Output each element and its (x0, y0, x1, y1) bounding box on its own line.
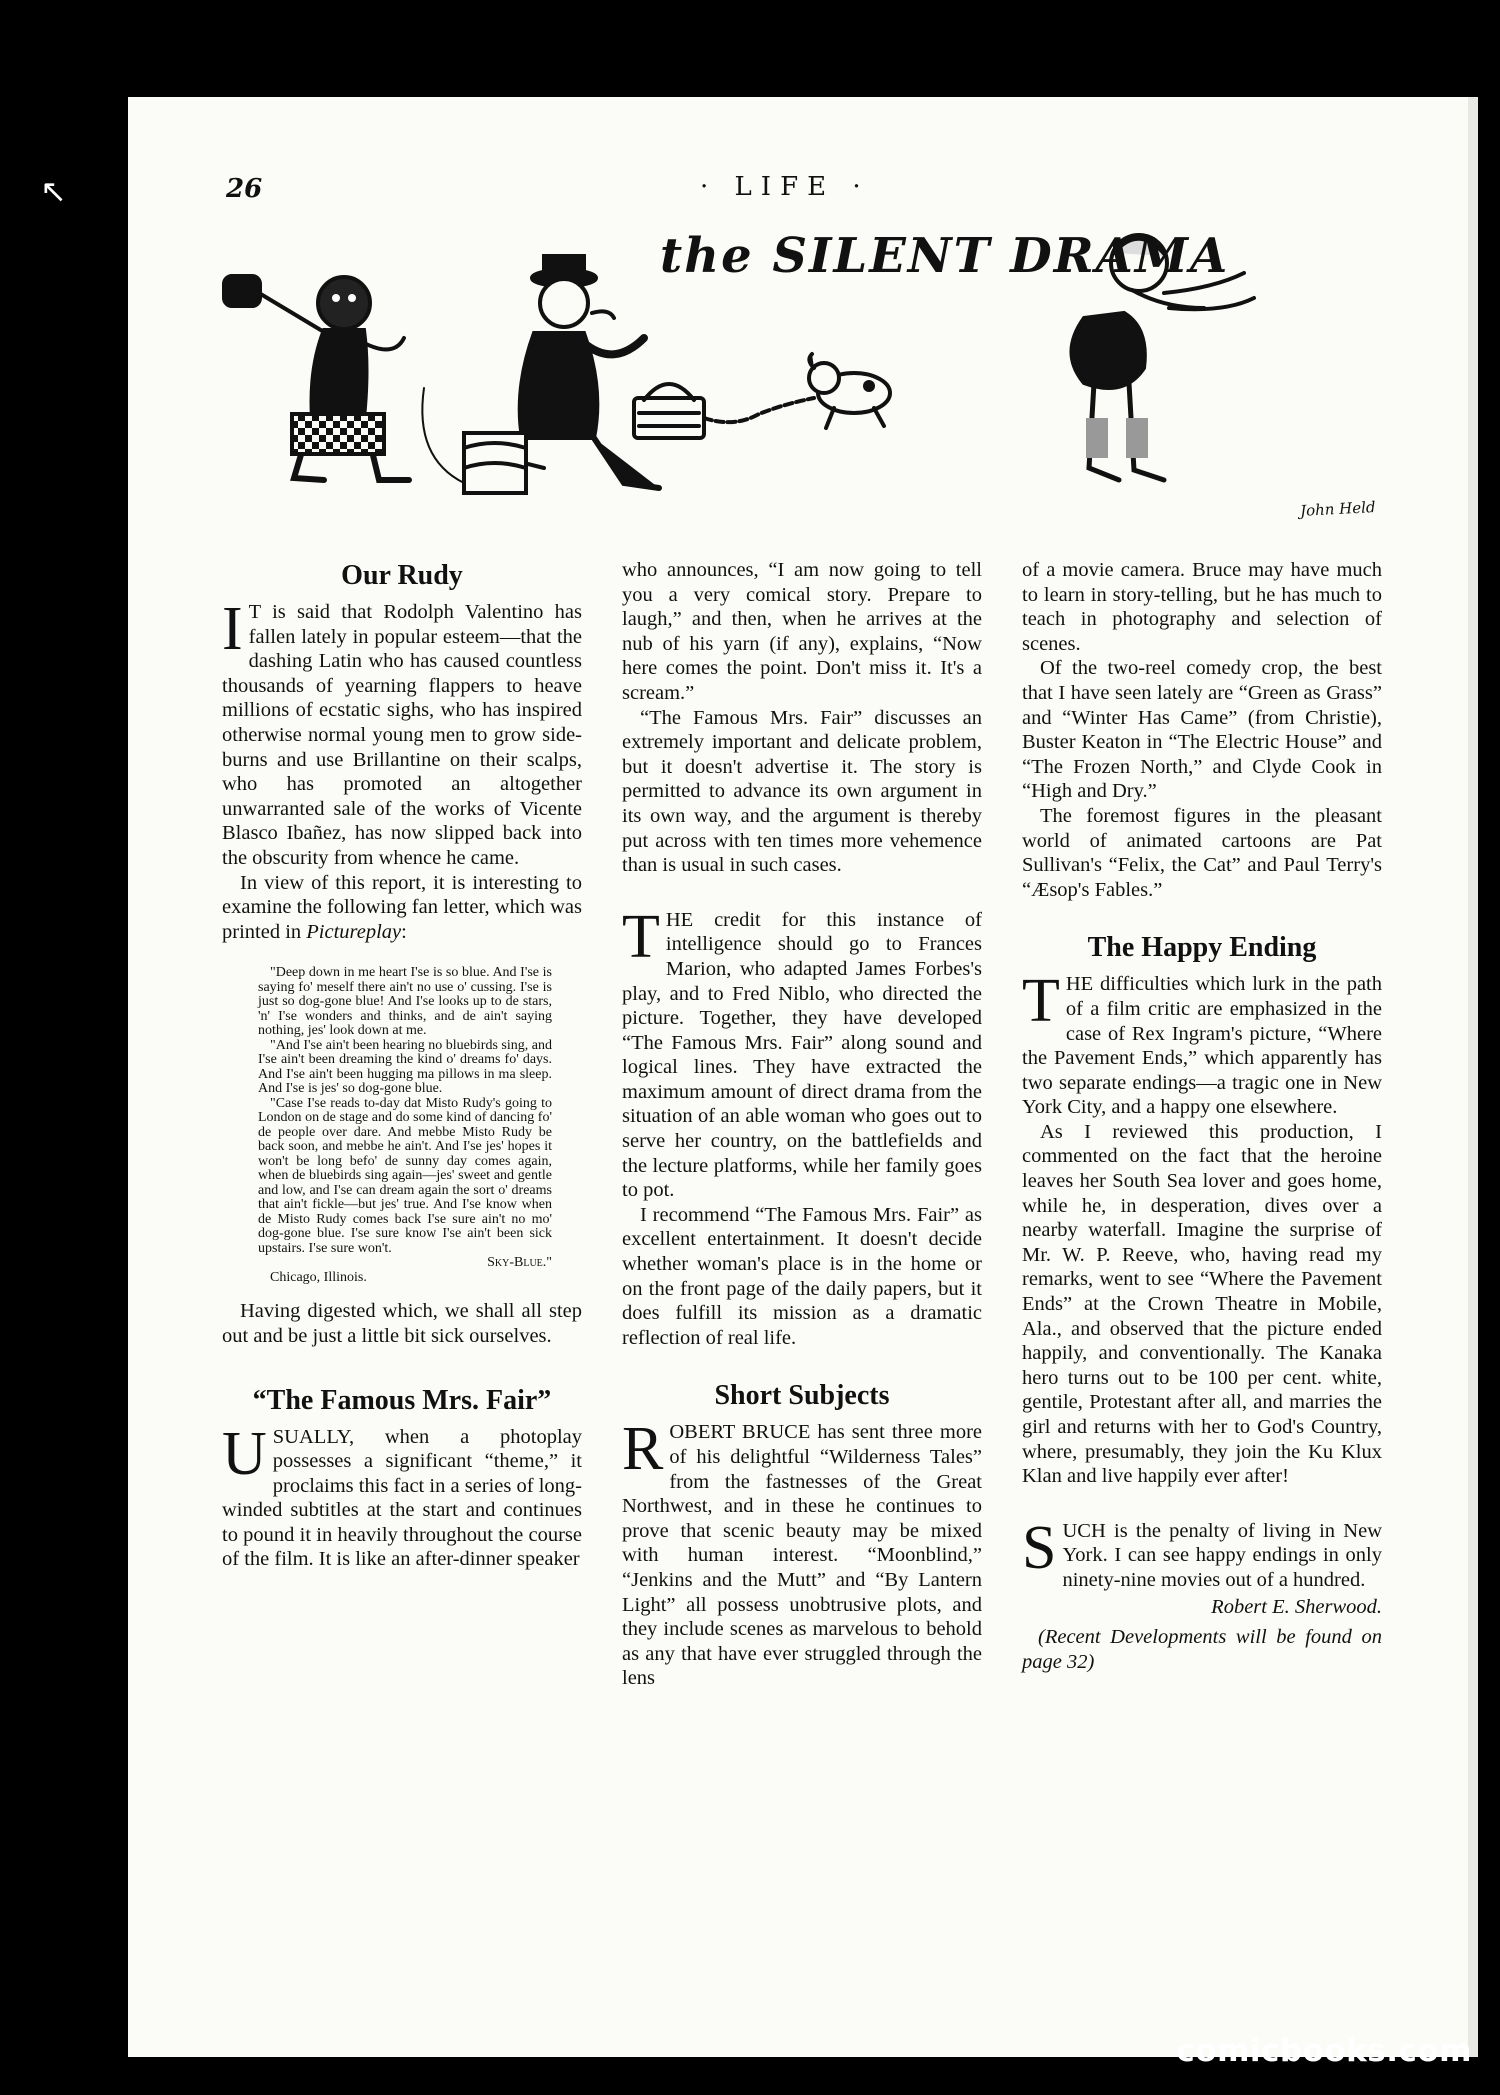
paragraph: USUALLY, when a photoplay possesses a significant “theme,” it proclaims this fact in a series of long-winded subtitles at the start and continues to pound it in heavily throughout the course of the film. It is like an after-dinner speaker (222, 1419, 582, 1571)
section-title: the SILENT DRAMA (660, 228, 1230, 284)
letter-paragraph: "And I'se ain't been hearing no bluebirds sing, and I'se ain't been dreaming the kind o' dreams fo' days. And I'se ain't been hugging ma pillows in ma sleep. And I'se is jes' so dog-gone blue. (258, 1037, 552, 1097)
facing-page-edge (1468, 97, 1478, 2057)
paragraph: As I reviewed this production, I commented on the fact that the heroine leaves her South Sea lover and goes home, while he, in desperation, dives over a nearby waterfall. Imagine the surprise of Mr. W. P. Reeve, who, having read my remarks, went to see “Where the Pavement Ends” at the Crown Theatre in Mobile, Ala., and observed that the picture ended happily, and conventionally. The Kanaka hero turns out to be 100 per cent. white, gentile, Protestant after all, and marries the girl and returns with her to God's Country, where, presumably, they join the Ku Klux Klan and live happily ever after! (1022, 1120, 1382, 1488)
column-3 (1022, 558, 1382, 1674)
drop-cap: T (1022, 967, 1060, 1036)
paragraph: ROBERT BRUCE has sent three more of his delightful “Wilderness Tales” from the fastnesses of the Great Northwest, and in these he continues to prove that scenic beauty may be mixed with human interest. “Moonblind,” “Jenkins and the Mutt” and “By Lantern Light” all possess unobtrusive plots, and they include scenes as marvelous to behold as any that have ever struggled through the lens (622, 1415, 982, 1690)
column-2 (622, 558, 982, 1691)
paragraph: SUCH is the penalty of living in New York. I can see happy endings in only ninety-nine movies out of a hundred. (1022, 1513, 1382, 1591)
paragraph: who announces, “I am now going to tell you a very comical story. Prepare to laugh,” and then, when he arrives at the nub of his yarn (if any), explains, “Now here comes the point. Don't miss it. It's a scream.” (622, 559, 982, 704)
paragraph: Of the two-reel comedy crop, the best that I have seen lately are “Green as Grass” and “Winter Has Came” (from Christie), Buster Keaton in “The Electric House” and “The Frozen North,” and Clyde Cook in “High and Dry.” (1022, 657, 1382, 803)
letter-paragraph: "Deep down in me heart I'se is so blue. And I'se is saying fo' meself there ain't no use o' cussing. I'se is just so dog-gone blue! And I'se looks up to de stars, 'n' I'se wonders and thinks, and de ain't saying nothing, jes' look down at me. (258, 965, 552, 1039)
magazine-title: · LIFE · (700, 172, 870, 202)
drop-cap: T (622, 902, 660, 971)
paragraph: THE difficulties which lurk in the path of a film critic are emphasized in the case of Rex Ingram's picture, “Where the Pavement Ends,” which apparently has two separate endings—a tragic one in New York City, and a happy one elsewhere. (1022, 967, 1382, 1119)
corner-mark: ↖ (40, 172, 67, 210)
author-byline: Robert E. Sherwood. (1211, 1595, 1382, 1618)
heading-our-rudy: Our Rudy (341, 560, 463, 591)
column-1 (222, 560, 582, 1572)
letter-paragraph: "Case I'se reads to-day dat Misto Rudy's going to London on de stage and do some kind of dancing fo' de people over dare. And mebbe Misto Rudy be back soon, and mebbe he ain't. And I'se jes' hopes it won't be long befo' de sunny day comes again, when de bluebirds sing again—jes' sweet and gentle and low, and I'se can dream again the sort o' dreams that ain't fickle—but jes' true. And I'se know when de Misto Rudy comes back I'se sure ain't no mo' dog-gone blue. I'se sure know I'se ain't been sick upstairs. I'se sure won't. (258, 1095, 552, 1256)
hat-figure (422, 256, 659, 493)
heading-happy-ending: The Happy Ending (1087, 932, 1317, 964)
letter-place: Chicago, Illinois. (270, 1269, 367, 1285)
dog-with-basket (634, 354, 890, 438)
paragraph: The foremost figures in the pleasant world of animated cartoons are Pat Sullivan's “Felix, the Cat” and Paul Terry's “Æsop's Fables.” (1022, 804, 1382, 901)
watermark: comicbooks.com (1176, 2033, 1472, 2069)
drop-cap: U (222, 1419, 267, 1488)
magazine-name: Pictureplay (306, 920, 402, 943)
mallet-figure (224, 276, 409, 480)
page-number: 26 (226, 174, 263, 204)
continuation-note: (Recent Developments will be found on page 32) (1022, 1626, 1382, 1673)
paragraph: In view of this report, it is interesting to examine the following fan letter, which was printed in Pictureplay: (222, 871, 582, 943)
paragraph: I T is said that Rodolph Valentino has fallen lately in popular esteem—that the dashing Latin who has caused countless thousands of yearning flappers to heave millions of ecstatic sighs, who has inspired otherwise normal young men to grow side-burns and use Brillantine on their scalps, who has promoted an altogether unwarranted sale of the works of Vicente Blasco Ibañez, has now slipped back into the obscurity from whence he came. (222, 595, 582, 869)
paragraph: I recommend “The Famous Mrs. Fair” as excellent entertainment. It doesn't decide whether woman's place is in the home or on the front page of the daily papers, but it does fulfill its mission as a dramatic reflection of real life. (622, 1203, 982, 1349)
drop-cap: R (622, 1415, 664, 1484)
drop-cap: I (222, 595, 243, 663)
artist-signature: John Held (1299, 498, 1376, 520)
drop-cap: S (1022, 1513, 1057, 1582)
fan-letter (258, 966, 552, 1285)
paragraph: of a movie camera. Bruce may have much to learn in story-telling, but he has much to teach in photography and selection of scenes. (1022, 559, 1382, 655)
heading-famous-mrs-fair: “The Famous Mrs. Fair” (252, 1384, 552, 1416)
paragraph: Having digested which, we shall all step out and be just a little bit sick ourselves. (222, 1300, 582, 1347)
heading-short-subjects: Short Subjects (714, 1380, 890, 1412)
letter-signature: Sky-Blue." (487, 1255, 552, 1271)
paragraph: “The Famous Mrs. Fair” discusses an extremely important and delicate problem, but it doesn't advertise it. The story is permitted to advance its own argument in its own way, and the argument is thereby put across with ten times more vehemence than is usual in such cases. (622, 706, 982, 877)
paragraph: THE credit for this instance of intelligence should go to Frances Marion, who adapted James Forbes's play, and to Fred Niblo, who directed the picture. Together, they have developed “The Famous Mrs. Fair” along sound and logical lines. They have extracted the maximum amount of direct drama from the situation of an able woman who goes out to serve her country, on the battlefields and the lecture platforms, while her family goes to pot. (622, 902, 982, 1202)
